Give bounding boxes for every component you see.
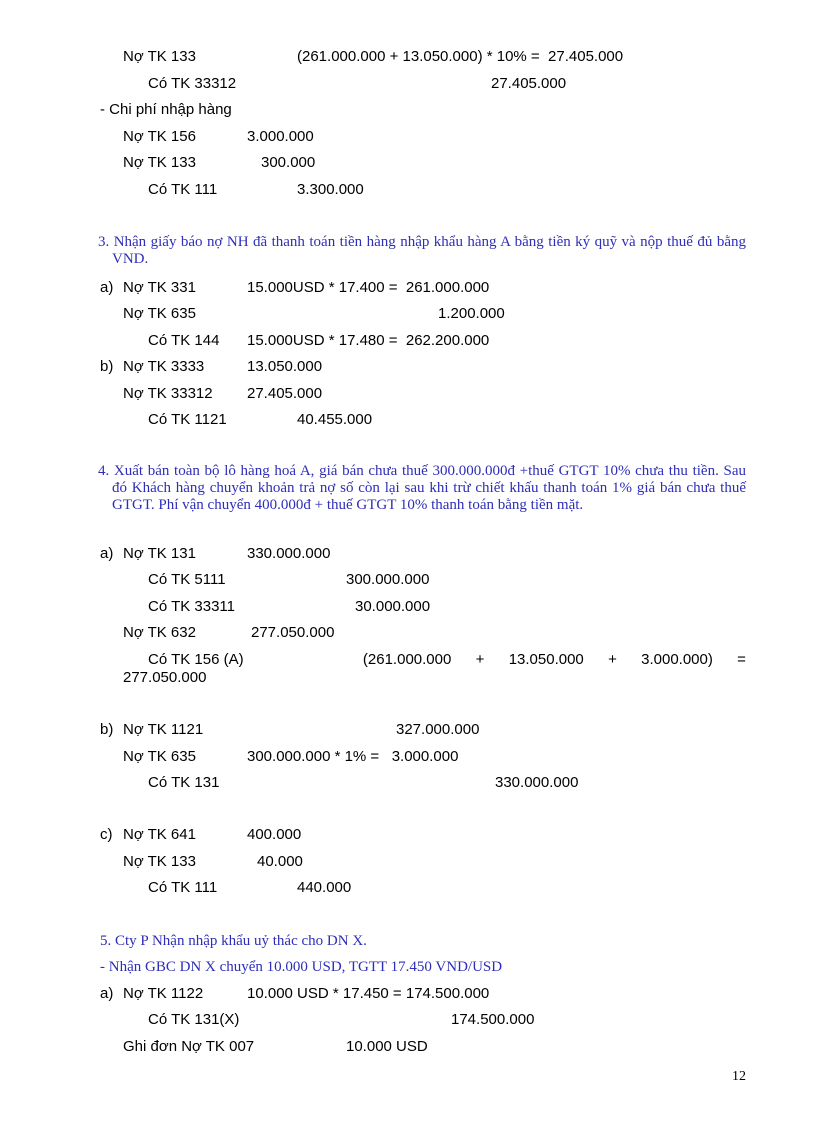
entry-amount: 27.405.000: [247, 385, 323, 402]
entry-account: Có TK 156 (A): [148, 651, 244, 668]
entry-account: Có TK 131: [148, 774, 220, 791]
entry-account: Nợ TK 133: [123, 154, 196, 171]
item-marker: c): [100, 826, 113, 843]
item-marker: b): [100, 358, 114, 375]
entry-account: Có TK 111: [148, 879, 218, 896]
item-marker: a): [100, 985, 114, 1002]
entry-amount: 277.050.000: [123, 669, 207, 686]
entry-account: Có TK 1121: [148, 411, 227, 428]
entry-amount: 40.455.000: [297, 411, 373, 428]
entry-amount: 300.000: [261, 154, 316, 171]
entry-account: Nợ TK 131: [123, 545, 196, 562]
entry-account: Nợ TK 635: [123, 748, 196, 765]
entry-amount: 10.000 USD: [346, 1038, 428, 1055]
page-number: 12: [732, 1069, 746, 1084]
entry-amount-part: 3.000.000): [641, 651, 713, 668]
entry-amount: (261.000.000 + 13.050.000) * 10% = 27.405.000: [297, 48, 624, 65]
entry-account: Nợ TK 1122: [123, 985, 204, 1002]
item-marker: a): [100, 545, 114, 562]
entry-amount: 300.000.000 * 1% = 3.000.000: [247, 748, 459, 765]
entry-amount: 13.050.000: [247, 358, 323, 375]
entry-amount: 40.000: [257, 853, 303, 870]
entry-amount: 400.000: [247, 826, 302, 843]
section-subheading: - Chi phí nhập hàng: [100, 101, 232, 118]
entry-amount: 277.050.000: [251, 624, 335, 641]
entry-account: Có TK 5111: [148, 571, 226, 588]
entry-account: Nợ TK 1121: [123, 721, 204, 738]
justified-entry: [148, 651, 746, 669]
entry-amount: 3.300.000: [297, 181, 364, 198]
section-4-heading: 4. Xuất bán toàn bộ lô hàng hoá A, giá bán chưa thuế 300.000.000đ +thuế GTGT 10% chưa thu tiền. Sau đó Khách hàng chuyển khoản trả nợ số còn lại sau khi trừ chiết khấu thanh toán 1% giá bán chưa thuế GTGT. Phí vận chuyển 400.000đ + thuế GTGT 10% thanh toán bằng tiền mặt.: [98, 463, 746, 513]
entry-amount: 327.000.000: [396, 721, 480, 738]
section-5-heading: 5. Cty P Nhận nhập khẩu uỷ thác cho DN X.: [100, 933, 367, 949]
entry-amount: 300.000.000: [346, 571, 430, 588]
entry-amount: 3.000.000: [247, 128, 314, 145]
entry-account: Nợ TK 133: [123, 853, 196, 870]
entry-amount: 440.000: [297, 879, 352, 896]
item-marker: b): [100, 721, 114, 738]
section-5-subheading: - Nhận GBC DN X chuyển 10.000 USD, TGTT 17.450 VND/USD: [100, 959, 503, 975]
entry-account: Ghi đơn Nợ TK 007: [123, 1038, 255, 1055]
entry-account: Nợ TK 3333: [123, 358, 205, 375]
entry-account: Có TK 111: [148, 181, 218, 198]
entry-account: Nợ TK 156: [123, 128, 196, 145]
entry-amount: 330.000.000: [247, 545, 331, 562]
entry-operator: =: [737, 651, 746, 668]
entry-account: Nợ TK 641: [123, 826, 196, 843]
entry-amount: 174.500.000: [451, 1011, 535, 1028]
entry-amount-part: (261.000.000: [362, 651, 452, 668]
entry-amount: 30.000.000: [355, 598, 431, 615]
entry-account: Nợ TK 635: [123, 305, 196, 322]
entry-account: Nợ TK 632: [123, 624, 196, 641]
entry-account: Có TK 33311: [148, 598, 236, 615]
item-marker: a): [100, 279, 114, 296]
entry-account: Nợ TK 331: [123, 279, 196, 296]
entry-amount: 15.000USD * 17.400 = 261.000.000: [247, 279, 490, 296]
entry-amount: 1.200.000: [438, 305, 505, 322]
entry-account: Nợ TK 33312: [123, 385, 213, 402]
entry-account: Có TK 144: [148, 332, 220, 349]
entry-amount: 27.405.000: [491, 75, 567, 92]
section-3-heading: 3. Nhận giấy báo nợ NH đã thanh toán tiền hàng nhập khẩu hàng A bằng tiền ký quỹ và nộp thuế đủ bằng VND.: [98, 234, 746, 267]
entry-amount-part: 13.050.000: [508, 651, 584, 668]
entry-amount: 15.000USD * 17.480 = 262.200.000: [247, 332, 490, 349]
entry-amount: 10.000 USD * 17.450 = 174.500.000: [247, 985, 490, 1002]
entry-account: Có TK 131(X): [148, 1011, 240, 1028]
entry-operator: +: [475, 651, 485, 668]
entry-account: Nợ TK 133: [123, 48, 196, 65]
entry-account: Có TK 33312: [148, 75, 237, 92]
entry-operator: +: [608, 651, 617, 668]
entry-amount: 330.000.000: [495, 774, 579, 791]
